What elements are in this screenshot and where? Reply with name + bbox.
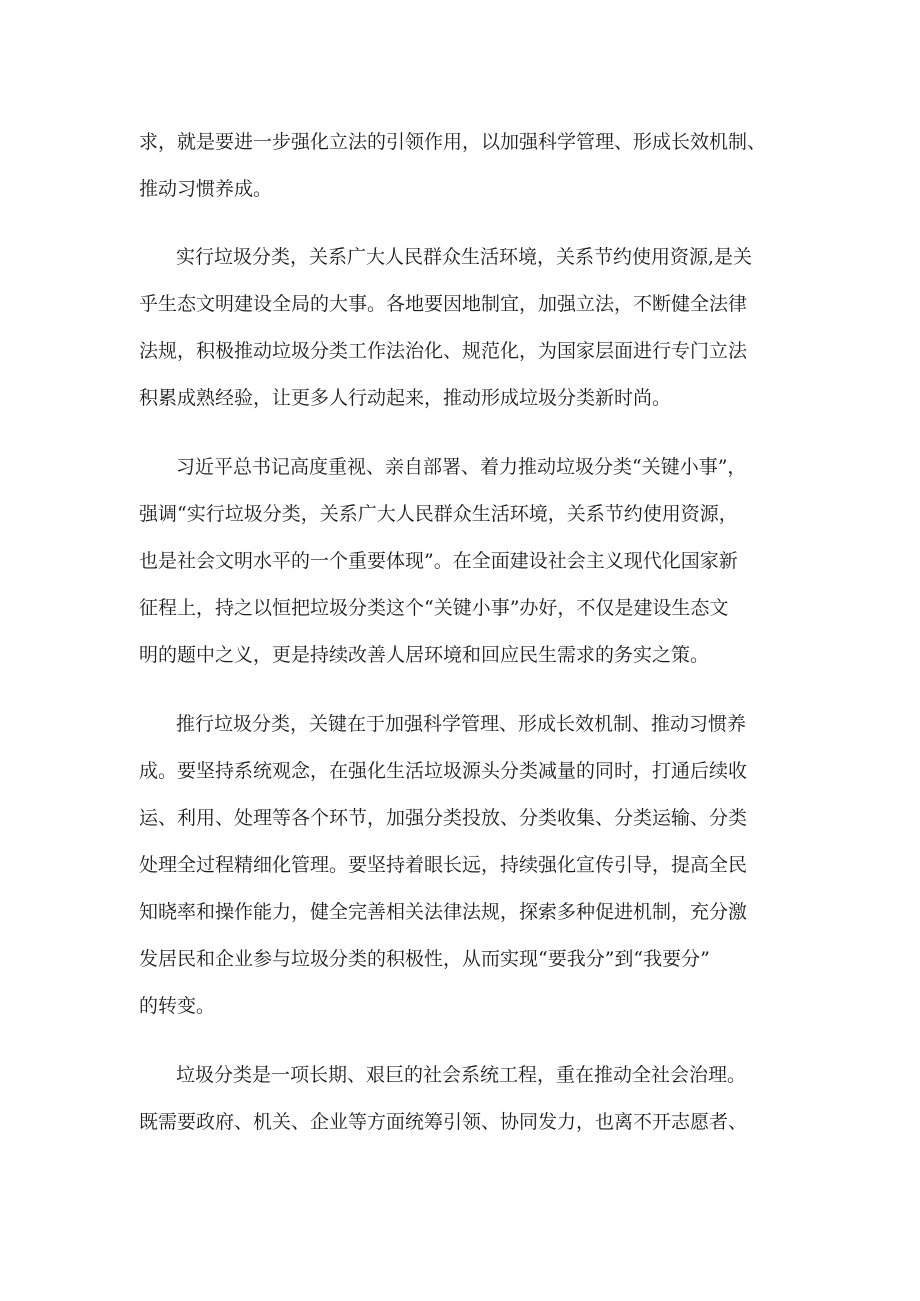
paragraph-1-line-1: 求，就是要进一步强化立法的引领作用，以加强科学管理、形成长效机制、 (139, 131, 767, 153)
paragraph-4-line-2: 成。要坚持系统观念，在强化生活垃圾源头分类减量的同时，打通后续收 (139, 760, 748, 782)
paragraph-4-line-4: 处理全过程精细化管理。要坚持着眼长远，持续强化宣传引导，提高全民 (139, 854, 748, 876)
paragraph-4-line-1: 推行垃圾分类，关键在于加强科学管理、形成长效机制、推动习惯养 (176, 713, 747, 735)
paragraph-1-line-2: 推动习惯养成。 (139, 178, 273, 200)
paragraph-5-line-2: 既需要政府、机关、企业等方面统筹引领、协同发力，也离不开志愿者、 (139, 1111, 748, 1133)
paragraph-3-line-2: 强调“实行垃圾分类，关系广大人民群众生活环境，关系节约使用资源， (139, 503, 738, 525)
paragraph-3-line-3: 也是社会文明水平的一个重要体现”。在全面建设社会主义现代化国家新 (139, 550, 738, 572)
paragraph-4-line-6: 发居民和企业参与垃圾分类的积极性，从而实现“要我分”到“我要分” (139, 948, 710, 970)
paragraph-3-line-5: 明的题中之义，更是持续改善人居环境和回应民生需求的务实之策。 (139, 644, 710, 666)
paragraph-4-line-7: 的转变。 (139, 995, 216, 1017)
paragraph-2-line-3: 法规，积极推动垃圾分类工作法治化、规范化，为国家层面进行专门立法 (139, 340, 748, 362)
paragraph-2-line-4: 积累成熟经验，让更多人行动起来，推动形成垃圾分类新时尚。 (139, 387, 672, 409)
paragraph-4-line-5: 知晓率和操作能力，健全完善相关法律法规，探索多种促进机制，充分激 (139, 901, 748, 923)
paragraph-4-line-3: 运、利用、处理等各个环节，加强分类投放、分类收集、分类运输、分类 (139, 807, 748, 829)
paragraph-2-line-1: 实行垃圾分类，关系广大人民群众生活环境，关系节约使用资源,是关 (176, 246, 753, 268)
paragraph-3-line-1: 习近平总书记高度重视、亲自部署、着力推动垃圾分类“关键小事”， (176, 456, 747, 478)
paragraph-2-line-2: 乎生态文明建设全局的大事。各地要因地制宜，加强立法，不断健全法律 (139, 293, 748, 315)
paragraph-3-line-4: 征程上，持之以恒把垃圾分类这个“关键小事”办好，不仅是建设生态文 (139, 597, 729, 619)
paragraph-5-line-1: 垃圾分类是一项长期、艰巨的社会系统工程，重在推动全社会治理。 (176, 1064, 747, 1086)
